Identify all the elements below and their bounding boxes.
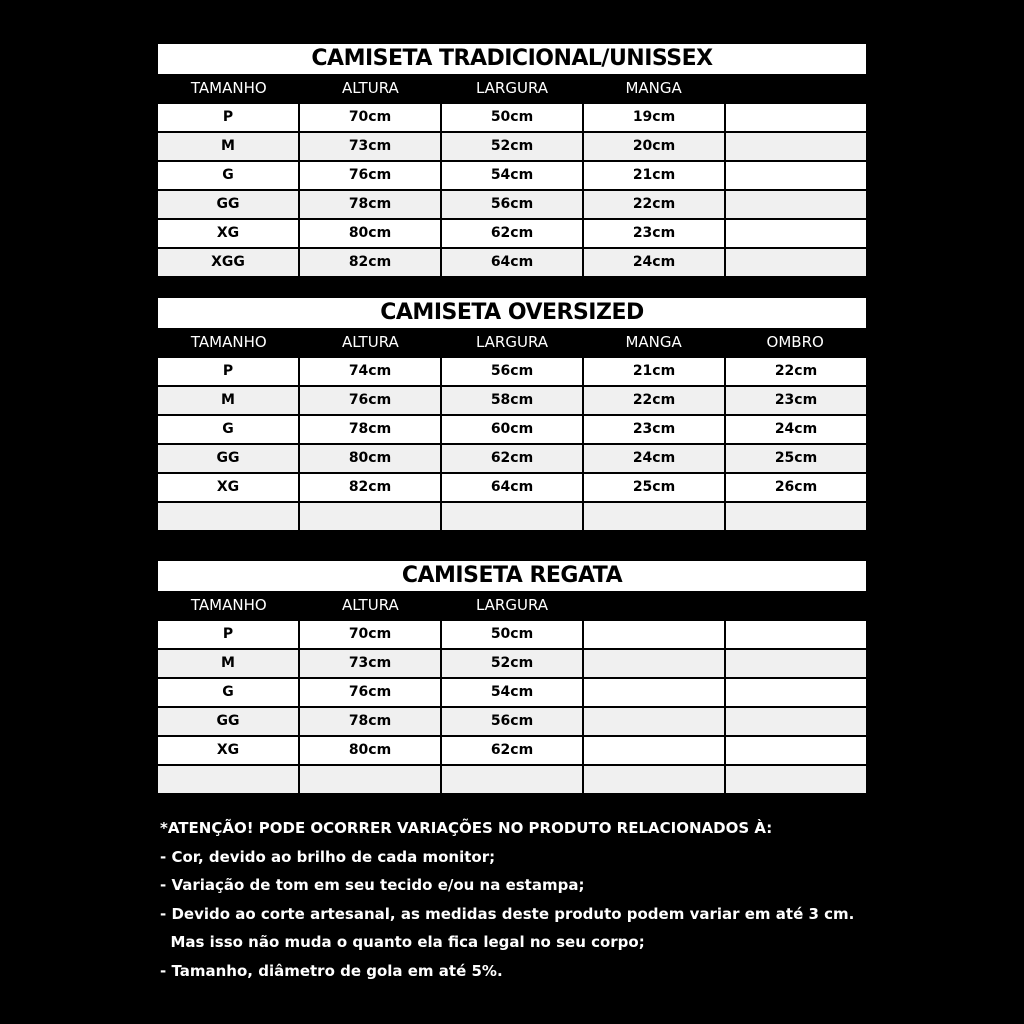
column-header: ALTURA <box>342 79 399 97</box>
cell-largura: 50cm <box>442 104 582 131</box>
column-header: ALTURA <box>342 596 399 614</box>
cell-empty <box>300 766 440 793</box>
cell-largura: 64cm <box>442 249 582 276</box>
cell-ombro: 22cm <box>726 358 866 385</box>
cell-empty <box>300 503 440 530</box>
column-header: LARGURA <box>475 596 549 614</box>
cell-largura: 52cm <box>442 133 582 160</box>
cell-ombro: 26cm <box>726 474 866 501</box>
cell-manga: 19cm <box>584 104 724 131</box>
cell-empty <box>726 766 866 793</box>
cell-empty <box>726 621 866 648</box>
table-title: CAMISETA TRADICIONAL/UNISSEX <box>158 44 866 74</box>
cell-empty <box>726 249 866 276</box>
cell-size: XG <box>158 737 298 764</box>
table-tradicional <box>158 44 866 276</box>
cell-empty <box>726 679 866 706</box>
table-title: CAMISETA OVERSIZED <box>158 298 866 328</box>
column-header: ALTURA <box>342 333 399 351</box>
cell-size: GG <box>158 708 298 735</box>
cell-size: P <box>158 358 298 385</box>
cell-manga: 21cm <box>584 358 724 385</box>
cell-manga: 23cm <box>584 416 724 443</box>
cell-altura: 78cm <box>300 708 440 735</box>
cell-manga: 21cm <box>584 162 724 189</box>
cell-altura: 76cm <box>300 679 440 706</box>
note-heading: *ATENÇÃO! PODE OCORRER VARIAÇÕES NO PRODUTO RELACIONADOS À: <box>160 819 773 837</box>
note-line: - Tamanho, diâmetro de gola em até 5%. <box>160 961 503 980</box>
cell-size: G <box>158 679 298 706</box>
cell-size: M <box>158 650 298 677</box>
column-header: MANGA <box>625 79 682 97</box>
cell-size: XG <box>158 220 298 247</box>
cell-altura: 82cm <box>300 249 440 276</box>
cell-empty <box>584 708 724 735</box>
cell-altura: 70cm <box>300 621 440 648</box>
cell-altura: 80cm <box>300 220 440 247</box>
cell-manga: 24cm <box>584 249 724 276</box>
cell-size: G <box>158 162 298 189</box>
cell-empty <box>726 708 866 735</box>
cell-altura: 73cm <box>300 650 440 677</box>
column-header: TAMANHO <box>190 333 267 351</box>
cell-ombro: 25cm <box>726 445 866 472</box>
cell-size: M <box>158 387 298 414</box>
cell-altura: 76cm <box>300 162 440 189</box>
cell-largura: 56cm <box>442 708 582 735</box>
cell-altura: 78cm <box>300 416 440 443</box>
cell-size: G <box>158 416 298 443</box>
column-header <box>724 74 866 102</box>
cell-empty <box>584 679 724 706</box>
cell-empty <box>584 503 724 530</box>
cell-largura: 54cm <box>442 162 582 189</box>
cell-manga: 22cm <box>584 191 724 218</box>
cell-altura: 73cm <box>300 133 440 160</box>
cell-empty <box>726 503 866 530</box>
column-header: MANGA <box>625 333 682 351</box>
column-header <box>724 591 866 619</box>
cell-largura: 54cm <box>442 679 582 706</box>
cell-size: M <box>158 133 298 160</box>
cell-altura: 80cm <box>300 445 440 472</box>
cell-empty <box>158 766 298 793</box>
cell-empty <box>442 503 582 530</box>
cell-empty <box>726 650 866 677</box>
cell-empty <box>726 191 866 218</box>
cell-altura: 74cm <box>300 358 440 385</box>
cell-manga: 23cm <box>584 220 724 247</box>
cell-largura: 64cm <box>442 474 582 501</box>
cell-largura: 62cm <box>442 445 582 472</box>
cell-size: GG <box>158 191 298 218</box>
cell-empty <box>442 766 582 793</box>
column-header <box>583 591 725 619</box>
table-header <box>158 328 866 356</box>
cell-empty <box>584 650 724 677</box>
cell-largura: 56cm <box>442 191 582 218</box>
cell-altura: 78cm <box>300 191 440 218</box>
cell-size: XG <box>158 474 298 501</box>
cell-empty <box>584 621 724 648</box>
cell-manga: 22cm <box>584 387 724 414</box>
cell-largura: 56cm <box>442 358 582 385</box>
cell-manga: 20cm <box>584 133 724 160</box>
cell-ombro: 24cm <box>726 416 866 443</box>
cell-manga: 24cm <box>584 445 724 472</box>
cell-empty <box>726 133 866 160</box>
cell-empty <box>158 503 298 530</box>
column-header: TAMANHO <box>190 79 267 97</box>
note-line: - Variação de tom em seu tecido e/ou na estampa; <box>160 876 585 895</box>
cell-largura: 62cm <box>442 220 582 247</box>
column-header: TAMANHO <box>190 596 267 614</box>
cell-altura: 82cm <box>300 474 440 501</box>
cell-altura: 80cm <box>300 737 440 764</box>
cell-empty <box>726 162 866 189</box>
cell-empty <box>726 220 866 247</box>
cell-size: P <box>158 621 298 648</box>
table-regata <box>158 561 866 793</box>
size-grid <box>158 102 866 276</box>
note-line: Mas isso não muda o quanto ela fica legal no seu corpo; <box>160 933 645 952</box>
cell-altura: 76cm <box>300 387 440 414</box>
table-header <box>158 591 866 619</box>
cell-size: P <box>158 104 298 131</box>
cell-manga: 25cm <box>584 474 724 501</box>
column-header: LARGURA <box>475 79 549 97</box>
cell-largura: 52cm <box>442 650 582 677</box>
size-grid <box>158 356 866 530</box>
cell-empty <box>726 104 866 131</box>
table-header <box>158 74 866 102</box>
cell-largura: 50cm <box>442 621 582 648</box>
cell-largura: 62cm <box>442 737 582 764</box>
cell-altura: 70cm <box>300 104 440 131</box>
size-grid <box>158 619 866 793</box>
cell-largura: 58cm <box>442 387 582 414</box>
table-oversized <box>158 298 866 530</box>
note-line: - Cor, devido ao brilho de cada monitor; <box>160 847 496 866</box>
cell-empty <box>584 766 724 793</box>
table-title: CAMISETA REGATA <box>158 561 866 591</box>
cell-largura: 60cm <box>442 416 582 443</box>
cell-size: GG <box>158 445 298 472</box>
cell-size: XGG <box>158 249 298 276</box>
column-header: LARGURA <box>475 333 549 351</box>
note-line: - Devido ao corte artesanal, as medidas deste produto podem variar em até 3 cm. <box>160 904 855 923</box>
cell-ombro: 23cm <box>726 387 866 414</box>
cell-empty <box>726 737 866 764</box>
cell-empty <box>584 737 724 764</box>
column-header: OMBRO <box>766 333 824 351</box>
disclaimer-notes <box>160 814 900 986</box>
